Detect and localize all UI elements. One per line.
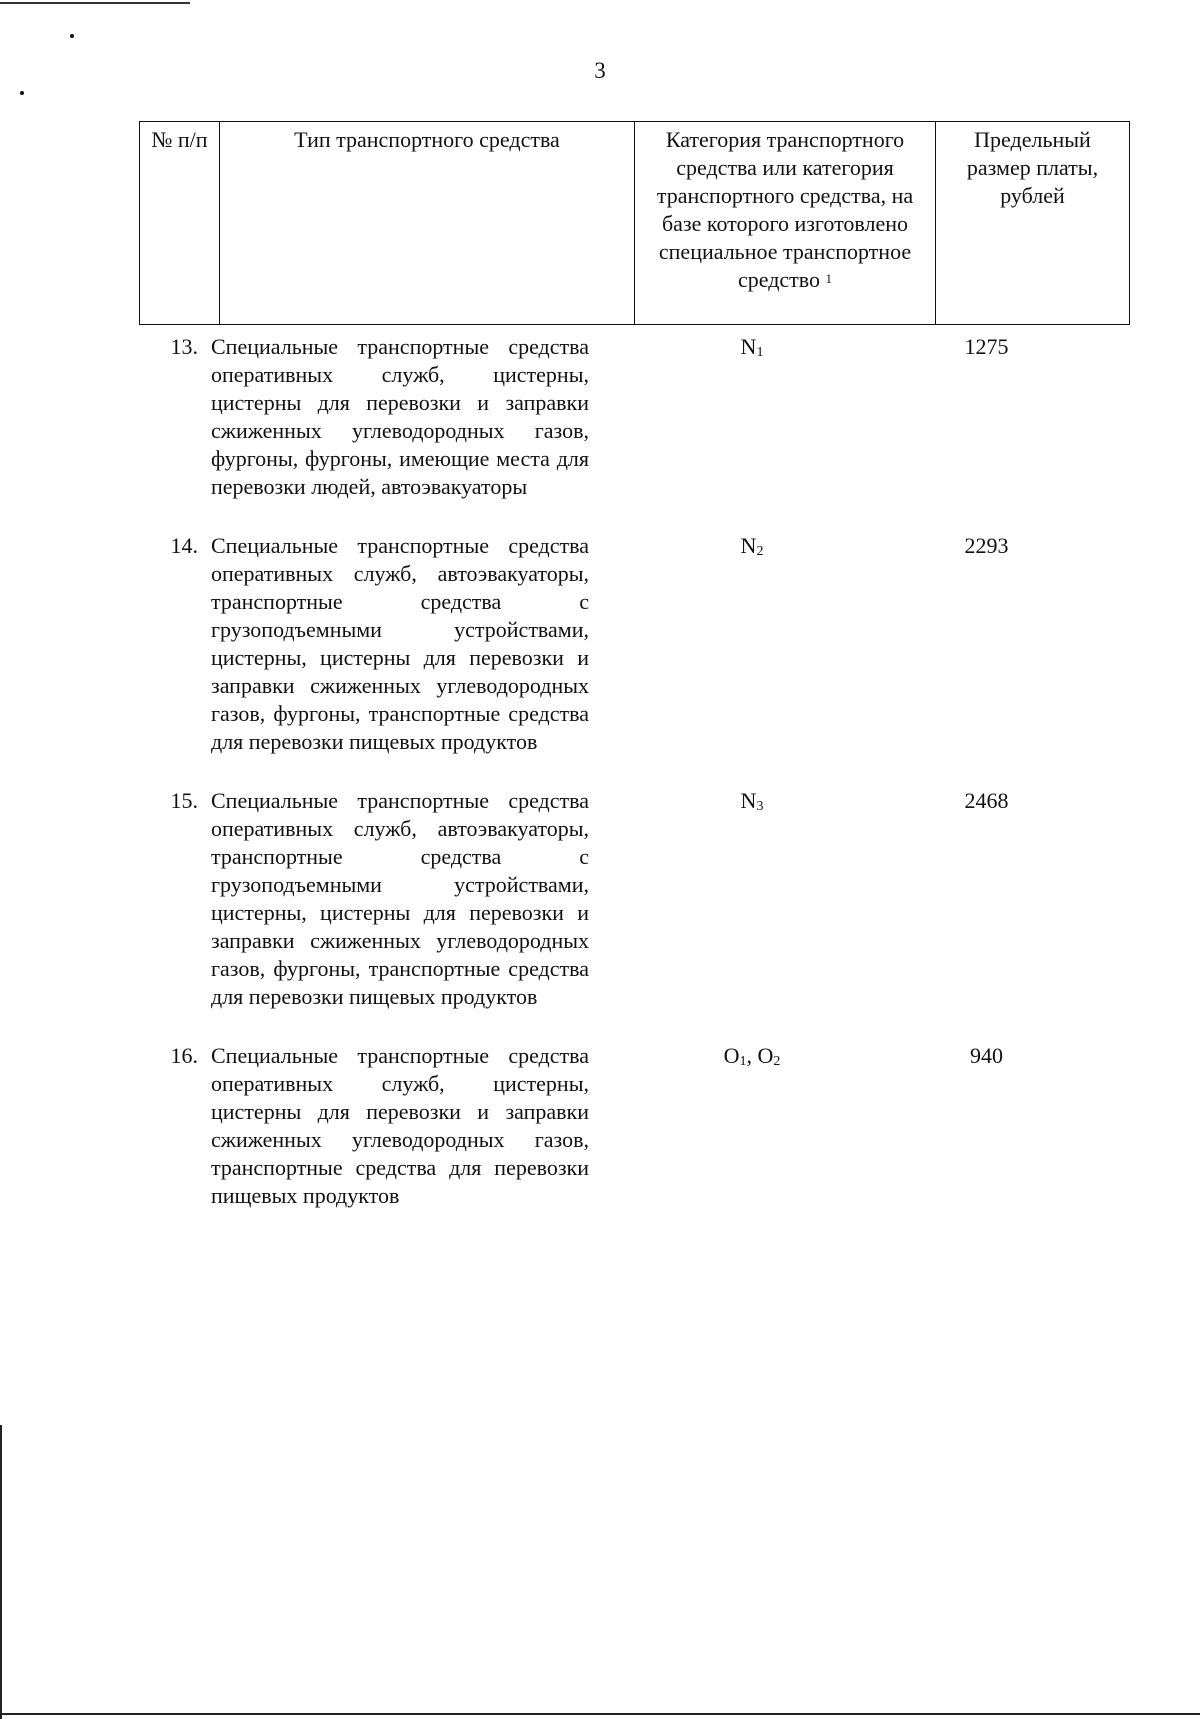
category-index: 2 [756, 544, 764, 559]
row-num: 13. [170, 334, 198, 359]
header-category-text: Категория транспортного средства или категория транспортного средства, на базе которого изготовлено специальное транспортное средство [656, 127, 914, 292]
row-category [608, 787, 896, 1011]
row-category [608, 1042, 896, 1210]
scan-edge-bottom [0, 1713, 1200, 1715]
table-row [139, 1042, 1077, 1210]
table-row [139, 532, 1077, 756]
footnote-marker: 1 [825, 271, 833, 286]
category-index: 3 [756, 799, 764, 814]
category-separator: , [746, 1043, 758, 1068]
row-fee: 940 [970, 1043, 1003, 1068]
category-index: 1 [739, 1054, 747, 1069]
table-header [139, 121, 1130, 325]
row-type: Специальные транспортные средства оперативных служб, цистерны, цистерны для перевозки и заправки сжиженных углеводородных газов, транспортные средства для перевозки пищевых продуктов [211, 1043, 589, 1208]
row-fee: 2293 [964, 533, 1009, 558]
category-letter: N [740, 788, 757, 813]
header-fee: Предельный размер платы, рублей [936, 122, 1130, 325]
row-num: 14. [170, 533, 198, 558]
header-type: Тип транспортного средства [220, 122, 635, 325]
category-letter: O [723, 1043, 740, 1068]
header-num: № п/п [140, 122, 220, 325]
category-letter: N [740, 533, 757, 558]
category-letter: N [740, 334, 757, 359]
row-category [608, 532, 896, 756]
page-number: 3 [594, 58, 606, 83]
row-num: 15. [170, 788, 198, 813]
row-num: 16. [170, 1043, 198, 1068]
row-type: Специальные транспортные средства оперативных служб, автоэвакуаторы, транспортные средства с грузоподъемными устройствами, цистерны, цистерны для перевозки и заправки сжиженных углеводородных газов, фургоны, транспортные средства для перевозки пищевых продуктов [211, 533, 589, 754]
category-index: 1 [756, 345, 764, 360]
table-body [139, 333, 1077, 1241]
scan-edge-left [0, 1425, 2, 1719]
category-letter: O [757, 1043, 774, 1068]
category-index: 2 [773, 1054, 781, 1069]
scan-speck [20, 91, 24, 95]
row-fee: 1275 [964, 334, 1009, 359]
table-row [139, 787, 1077, 1011]
row-type: Специальные транспортные средства оперативных служб, цистерны, цистерны для перевозки и заправки сжиженных углеводородных газов, фургоны, фургоны, имеющие места для перевозки людей, автоэвакуаторы [211, 334, 589, 499]
table-row [139, 333, 1077, 501]
scan-edge-top [0, 2, 190, 4]
row-fee: 2468 [964, 788, 1009, 813]
header-category [635, 122, 936, 325]
row-category [608, 333, 896, 501]
row-type: Специальные транспортные средства оперативных служб, автоэвакуаторы, транспортные средства с грузоподъемными устройствами, цистерны, цистерны для перевозки и заправки сжиженных углеводородных газов, фургоны, транспортные средства для перевозки пищевых продуктов [211, 788, 589, 1009]
scan-speck [70, 34, 74, 38]
